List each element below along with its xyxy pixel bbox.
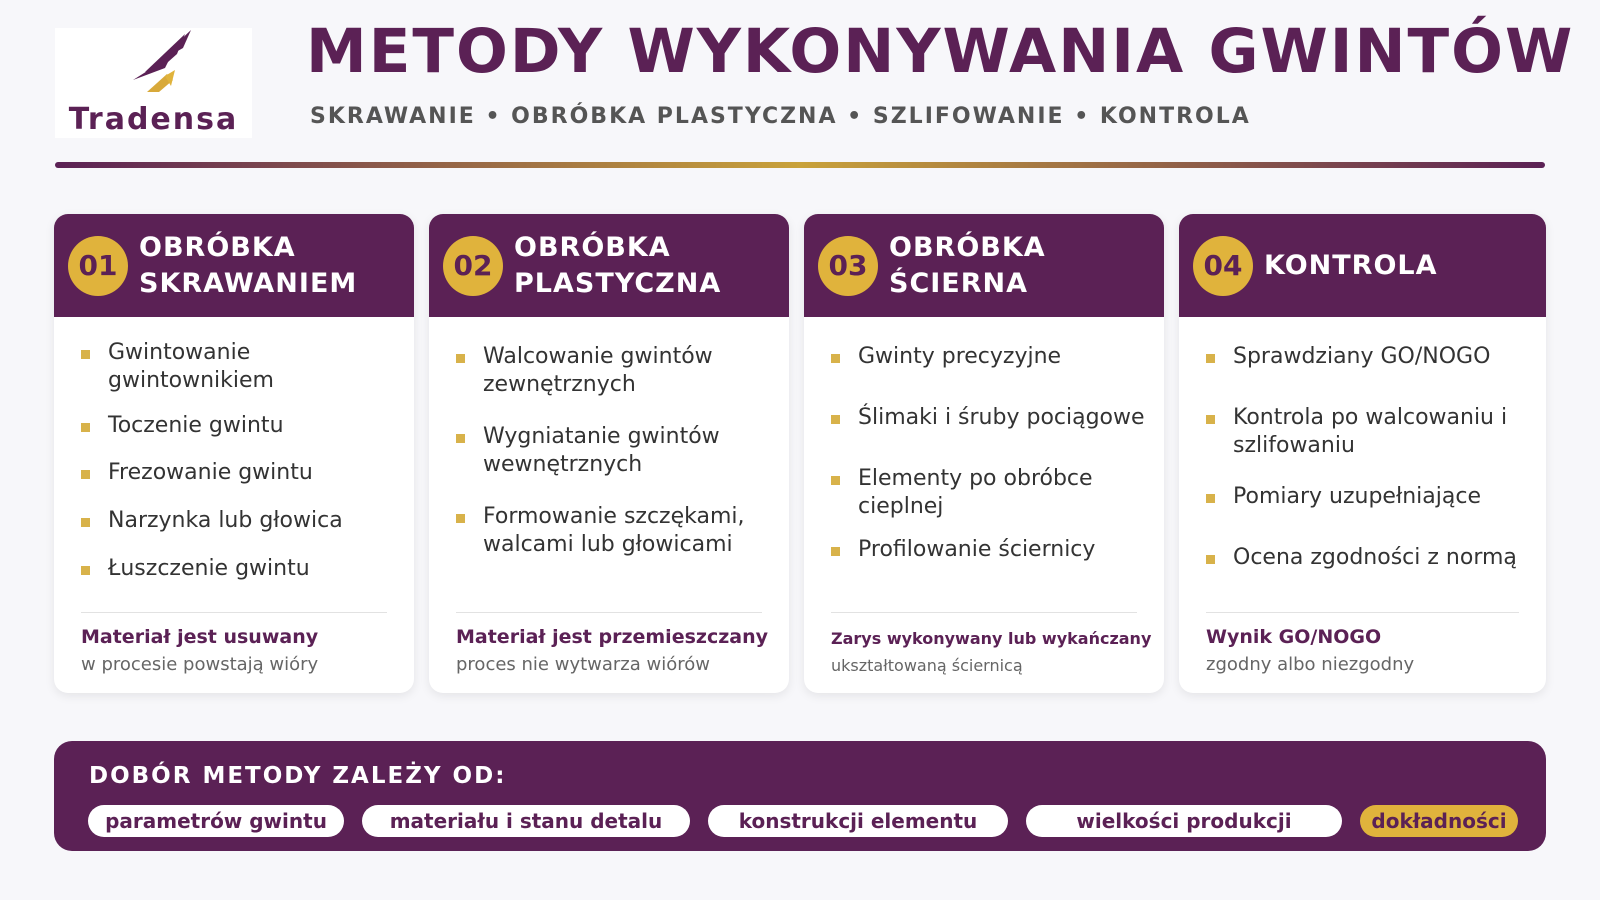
card-footer-title: Materiał jest usuwany <box>81 626 319 648</box>
criteria-pill-highlighted: dokładności <box>1360 805 1518 837</box>
card-divider <box>1206 612 1519 613</box>
card-footer-title: Materiał jest przemieszczany <box>456 626 769 648</box>
card-footer-subtitle: w procesie powstają wióry <box>81 654 319 675</box>
card-title: OBRÓBKA ŚCIERNA <box>889 231 1046 299</box>
list-item: Toczenie gwintu <box>81 412 411 440</box>
list-item: Walcowanie gwintów zewnętrznych <box>456 343 786 399</box>
card-inspection <box>1179 214 1546 693</box>
card-header <box>429 214 789 317</box>
list-item: Elementy po obróbce cieplnej <box>831 465 1161 521</box>
card-number-badge: 01 <box>68 236 128 296</box>
card-number-badge: 04 <box>1193 236 1253 296</box>
logo-text: Tradensa <box>68 102 239 137</box>
card-footer-title: Wynik GO/NOGO <box>1206 626 1382 648</box>
list-item: Ślimaki i śruby pociągowe <box>831 404 1161 432</box>
card-cutting <box>54 214 414 693</box>
list-item: Gwinty precyzyjne <box>831 343 1161 371</box>
card-footer-subtitle: zgodny albo niezgodny <box>1206 654 1415 675</box>
list-item: Kontrola po walcowaniu i szlifowaniu <box>1206 404 1536 460</box>
criteria-pill: konstrukcji elementu <box>708 805 1008 837</box>
card-grinding <box>804 214 1164 693</box>
method-cards <box>54 214 1546 694</box>
list-item: Profilowanie ściernicy <box>831 536 1161 564</box>
list-item: Narzynka lub głowica <box>81 507 411 535</box>
list-item: Pomiary uzupełniające <box>1206 483 1536 511</box>
card-footer-subtitle: proces nie wytwarza wiórów <box>456 654 710 675</box>
card-plastic-forming <box>429 214 789 693</box>
card-number-badge: 03 <box>818 236 878 296</box>
page-subtitle: SKRAWANIE • OBRÓBKA PLASTYCZNA • SZLIFOWANIE • KONTROLA <box>310 104 1251 129</box>
list-item: Sprawdziany GO/NOGO <box>1206 343 1536 371</box>
card-footer-subtitle: ukształtowaną ściernicą <box>831 656 1023 675</box>
logo <box>55 28 252 138</box>
bird-logo-icon <box>125 28 205 98</box>
card-title: KONTROLA <box>1264 249 1438 281</box>
list-item: Ocena zgodności z normą <box>1206 544 1536 572</box>
card-divider <box>831 612 1137 613</box>
card-title: OBRÓBKA PLASTYCZNA <box>514 231 722 299</box>
list-item: Formowanie szczękami, walcami lub głowicami <box>456 503 786 559</box>
card-header <box>804 214 1164 317</box>
page-title: METODY WYKONYWANIA GWINTÓW <box>306 16 1575 87</box>
list-item: Wygniatanie gwintów wewnętrznych <box>456 423 786 479</box>
criteria-pill: wielkości produkcji <box>1026 805 1342 837</box>
list-item: Frezowanie gwintu <box>81 459 411 487</box>
list-item: Łuszczenie gwintu <box>81 555 411 583</box>
card-footer-title: Zarys wykonywany lub wykańczany <box>831 629 1152 648</box>
list-item: Gwintowanie gwintownikiem <box>81 339 411 395</box>
header-divider <box>55 162 1545 168</box>
card-number-badge: 02 <box>443 236 503 296</box>
card-header <box>54 214 414 317</box>
card-divider <box>456 612 762 613</box>
card-title: OBRÓBKA SKRAWANIEM <box>139 231 358 299</box>
selection-criteria-banner <box>54 741 1546 851</box>
card-header <box>1179 214 1546 317</box>
banner-title: DOBÓR METODY ZALEŻY OD: <box>89 763 507 789</box>
criteria-pill: parametrów gwintu <box>88 805 344 837</box>
criteria-pill: materiału i stanu detalu <box>362 805 690 837</box>
card-divider <box>81 612 387 613</box>
